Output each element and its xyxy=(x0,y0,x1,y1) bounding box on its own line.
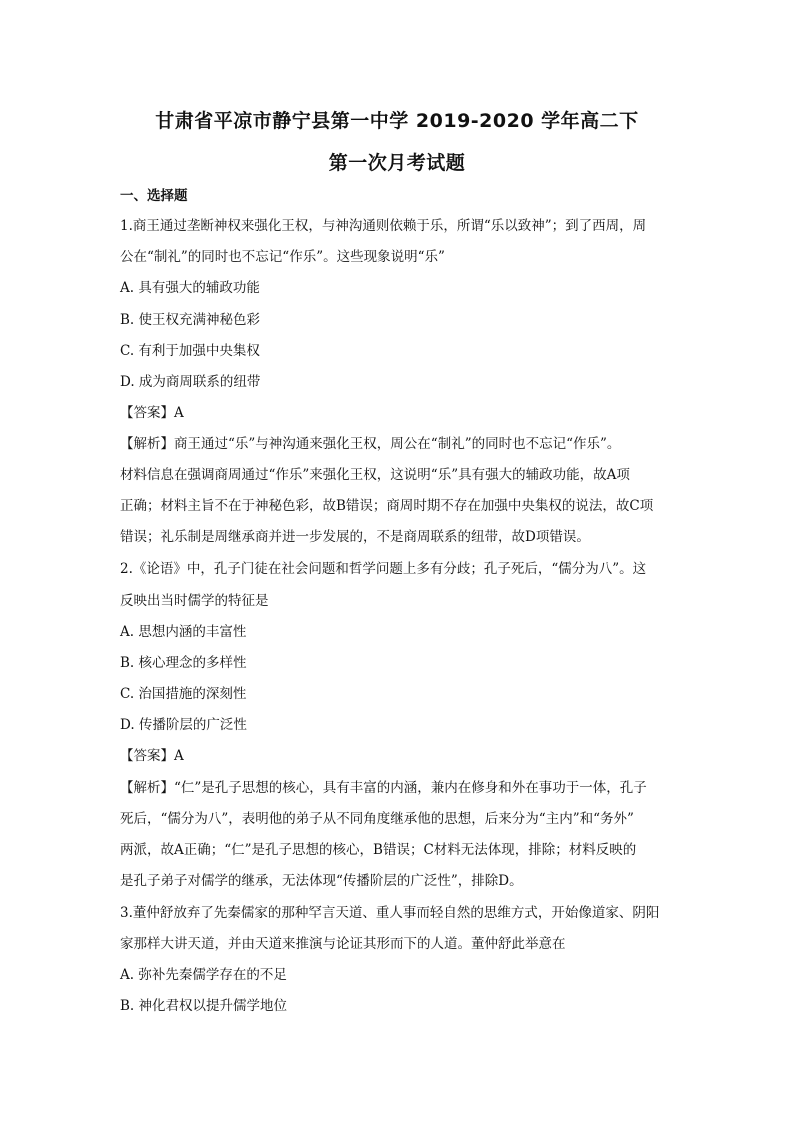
question-3-stem-line1: 3.董仲舒放弃了先秦儒家的那种罕言天道、重人事而轻自然的思维方式，开始像道家、阴阳 xyxy=(120,905,660,921)
question-1-option-c: C. 有利于加强中央集权 xyxy=(120,343,260,359)
question-3-option-b: B. 神化君权以提升儒学地位 xyxy=(120,998,288,1014)
question-2-analysis-line1: 【解析】“仁”是孔子思想的核心，具有丰富的内涵，兼内在修身和外在事功于一体，孔子 xyxy=(120,780,647,796)
exam-title-line2: 第一次月考试题 xyxy=(328,152,466,174)
question-3-option-a: A. 弥补先秦儒学存在的不足 xyxy=(120,967,287,983)
question-1-analysis-line1: 【解析】商王通过“乐”与神沟通来强化王权，周公在“制礼”的同时也不忘记“作乐”。 xyxy=(120,436,621,452)
question-1-analysis-line3: 正确；材料主旨不在于神秘色彩，故B错误；商周时期不存在加强中央集权的说法，故C项 xyxy=(120,498,654,514)
question-2-option-a: A. 思想内涵的丰富性 xyxy=(120,624,247,640)
question-1-stem-line2: 公在“制礼”的同时也不忘记“作乐”。这些现象说明“乐” xyxy=(120,249,445,265)
question-1-stem-line1: 1.商王通过垄断神权来强化王权，与神沟通则依赖于乐，所谓“乐以致神”；到了西周，周 xyxy=(120,218,647,234)
question-1-option-b: B. 使王权充满神秘色彩 xyxy=(120,312,261,328)
question-3-stem-line2: 家那样大讲天道，并由天道来推演与论证其形而下的人道。董仲舒此举意在 xyxy=(120,936,566,952)
question-1-option-a: A. 具有强大的辅政功能 xyxy=(120,280,260,296)
question-1-answer: 【答案】A xyxy=(120,405,184,421)
question-1-analysis-line4: 错误；礼乐制是周继承商并进一步发展的，不是商周联系的纽带，故D项错误。 xyxy=(120,529,590,545)
question-2-option-d: D. 传播阶层的广泛性 xyxy=(120,717,247,733)
question-2-stem-line1: 2.《论语》中，孔子门徒在社会问题和哲学问题上多有分歧；孔子死后，“儒分为八”。这 xyxy=(120,561,647,577)
question-2-stem-line2: 反映出当时儒学的特征是 xyxy=(120,593,269,609)
question-2-analysis-line2: 死后，“儒分为八”，表明他的弟子从不同角度继承他的思想，后来分为“主内”和“务外” xyxy=(120,811,634,827)
question-2-option-c: C. 治国措施的深刻性 xyxy=(120,686,247,702)
question-2-analysis-line4: 是孔子弟子对儒学的继承，无法体现“传播阶层的广泛性”，排除D。 xyxy=(120,873,523,889)
question-2-answer: 【答案】A xyxy=(120,748,184,764)
exam-title-line1: 甘肃省平凉市静宁县第一中学 2019-2020 学年高二下 xyxy=(155,110,639,132)
question-1-option-d: D. 成为商周联系的纽带 xyxy=(120,374,261,390)
question-2-analysis-line3: 两派，故A正确；“仁”是孔子思想的核心，B错误；C材料无法体现，排除；材料反映的 xyxy=(120,842,637,858)
question-2-option-b: B. 核心理念的多样性 xyxy=(120,655,247,671)
section-heading: 一、选择题 xyxy=(120,188,188,204)
question-1-analysis-line2: 材料信息在强调商周通过“作乐”来强化王权，这说明“乐”具有强大的辅政功能，故A项 xyxy=(120,467,630,483)
